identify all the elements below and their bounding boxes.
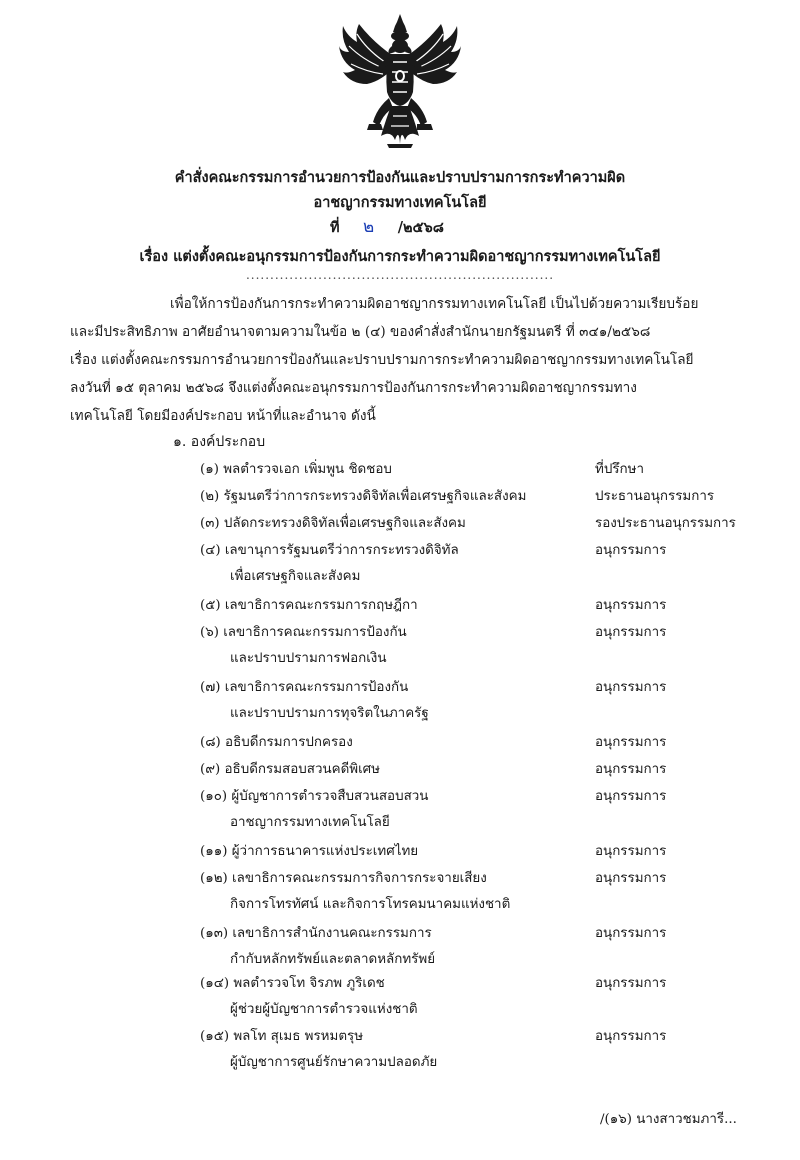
member-name: (๑๔) พลตำรวจโท จิรภพ ภูริเดช ผู้ช่วยผู้บัญชาการตำรวจแห่งชาติ: [200, 971, 418, 1023]
member-role: อนุกรรมการ: [595, 789, 667, 804]
body-line: และมีประสิทธิภาพ อาศัยอำนาจตามความในข้อ ๒ (๔) ของคำสั่งสำนักนายกรัฐมนตรี ที่ ๓๔๑/๒๕๖๘: [70, 324, 651, 340]
body-paragraph: [70, 290, 732, 430]
order-number-handwritten: ๒: [363, 217, 375, 237]
member-name: (๑๓) เลขาธิการสำนักงานคณะกรรมการ กำกับหลักทรัพย์และตลาดหลักทรัพย์: [200, 921, 435, 973]
order-number: [330, 215, 444, 240]
order-number-suffix: /๒๕๖๘: [397, 219, 444, 236]
member-role: อนุกรรมการ: [595, 625, 667, 640]
body-line: เทคโนโลยี โดยมีองค์ประกอบ หน้าที่และอำนาจ ดังนี้: [70, 408, 376, 424]
member-name-cont: เพื่อเศรษฐกิจและสังคม: [230, 569, 361, 584]
member-role: อนุกรรมการ: [595, 871, 667, 886]
member-name-cont: และปราบปรามการฟอกเงิน: [230, 651, 387, 666]
member-role: อนุกรรมการ: [595, 976, 667, 991]
member-role: อนุกรรมการ: [595, 762, 667, 777]
body-line: ลงวันที่ ๑๕ ตุลาคม ๒๕๖๘ จึงแต่งตั้งคณะอนุกรรมการป้องกันการกระทำความผิดอาชญากรรมทาง: [70, 380, 637, 396]
member-name: (๒) รัฐมนตรีว่าการกระทรวงดิจิทัลเพื่อเศรษฐกิจและสังคม: [200, 489, 527, 504]
member-name: (๘) อธิบดีกรมการปกครอง: [200, 735, 353, 750]
order-subject: เรื่อง แต่งตั้งคณะอนุกรรมการป้องกันการกระทำความผิดอาชญากรรมทางเทคโนโลยี: [139, 248, 661, 265]
member-name: (๓) ปลัดกระทรวงดิจิทัลเพื่อเศรษฐกิจและสังคม: [200, 516, 466, 531]
member-name: (๑๕) พลโท สุเมธ พรหมตรุษ ผู้บัญชาการศูนย์รักษาความปลอดภัย: [200, 1024, 437, 1076]
order-number-prefix: ที่: [330, 219, 340, 236]
continuation-note: /(๑๖) นางสาวชมภารี...: [600, 1112, 737, 1127]
member-name: (๗) เลขาธิการคณะกรรมการป้องกัน และปราบปรามการทุจริตในภาครัฐ: [200, 675, 429, 727]
member-name: (๔) เลขานุการรัฐมนตรีว่าการกระทรวงดิจิทัล เพื่อเศรษฐกิจและสังคม: [200, 538, 459, 590]
member-name-cont: อาชญากรรมทางเทคโนโลยี: [230, 815, 390, 830]
member-name-cont: และปราบปรามการทุจริตในภาครัฐ: [230, 706, 429, 721]
member-name: (๑๒) เลขาธิการคณะกรรมการกิจการกระจายเสียง กิจการโทรทัศน์ และกิจการโทรคมนาคมแห่งชาติ: [200, 866, 510, 918]
member-role: อนุกรรมการ: [595, 926, 667, 941]
member-name-cont: ผู้ช่วยผู้บัญชาการตำรวจแห่งชาติ: [230, 1002, 418, 1017]
member-role: ที่ปรึกษา: [595, 462, 644, 477]
member-role: อนุกรรมการ: [595, 1029, 667, 1044]
member-name: (๑๑) ผู้ว่าการธนาคารแห่งประเทศไทย: [200, 844, 419, 859]
member-name-cont: กำกับหลักทรัพย์และตลาดหลักทรัพย์: [230, 952, 436, 967]
member-role: อนุกรรมการ: [595, 680, 667, 695]
order-title-line2: อาชญากรรมทางเทคโนโลยี: [313, 194, 487, 211]
member-role: อนุกรรมการ: [595, 543, 667, 558]
member-name-cont: ผู้บัญชาการศูนย์รักษาความปลอดภัย: [230, 1055, 438, 1070]
member-name: (๑๐) ผู้บัญชาการตำรวจสืบสวนสอบสวน อาชญากรรมทางเทคโนโลยี: [200, 784, 428, 836]
member-name-cont: กิจการโทรทัศน์ และกิจการโทรคมนาคมแห่งชาติ: [230, 897, 511, 912]
member-role: อนุกรรมการ: [595, 844, 667, 859]
separator-dots: ................................................................: [245, 268, 555, 282]
member-name: (๑) พลตำรวจเอก เพิ่มพูน ชิดชอบ: [200, 462, 392, 477]
member-name: (๙) อธิบดีกรมสอบสวนคดีพิเศษ: [200, 762, 380, 777]
member-name: (๖) เลขาธิการคณะกรรมการป้องกัน และปราบปรามการฟอกเงิน: [200, 620, 407, 672]
order-title-line1: คำสั่งคณะกรรมการอำนวยการป้องกันและปราบปรามการกระทำความผิด: [174, 169, 626, 186]
section-title: ๑. องค์ประกอบ: [173, 434, 266, 450]
member-role: อนุกรรมการ: [595, 735, 667, 750]
member-name: (๕) เลขาธิการคณะกรรมการกฤษฎีกา: [200, 598, 418, 613]
member-role: ประธานอนุกรรมการ: [595, 489, 715, 504]
body-line: เรื่อง แต่งตั้งคณะกรรมการอำนวยการป้องกันและปราบปรามการกระทำความผิดอาชญากรรมทางเทคโนโลยี: [70, 352, 694, 368]
member-role: รองประธานอนุกรรมการ: [595, 516, 736, 531]
body-line: เพื่อให้การป้องกันการกระทำความผิดอาชญากรรมทางเทคโนโลยี เป็นไปด้วยความเรียบร้อย: [170, 296, 699, 312]
garuda-emblem-icon: [337, 12, 463, 150]
member-role: อนุกรรมการ: [595, 598, 667, 613]
